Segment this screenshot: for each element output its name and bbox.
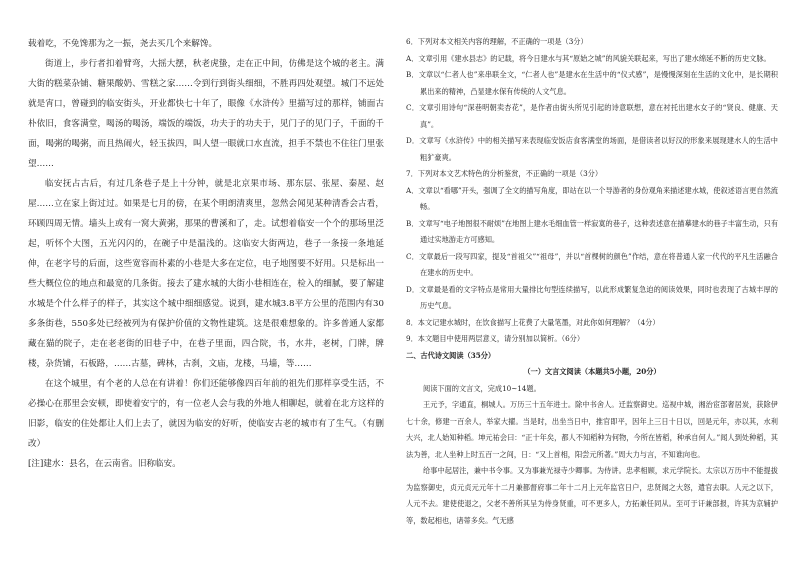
footnote: [注]建水：县名，在云南省。旧称临安。 <box>28 459 181 469</box>
question-8: 8．本文记建水城时，在饮食描写上花费了大量笔墨，对此你如何理解？（4分） <box>406 317 660 327</box>
q7-option-a: A．文章以“看哪”开头，强调了全文的描写角度，即站在以一个导游者的身份观角来描述建水城，使叙述语言更自然流畅。 <box>406 185 778 211</box>
q6-option-c: C．文章引用诗句“深巷明朝卖杏花”，是作者由街头所见引起的诗意联想，意在衬托出建水女子的“贤良、健康、天真”。 <box>406 103 778 129</box>
classical-text-paragraph: 王元予，字通直，桐城人。万历三十五年进士。除中书舍人。迁监察御史。巡视中城，湘治宦部奢居炭，获除伊七十余，修建一百余人，举家大擢。当是时，出坐当日中，推官即平，因年上三日十日以，回是元年，亦以其，水利大兴，北人始知种稻。坤元祐会曰：“正十年矣，都人不知稻种为何物，今所在皆稻，种承自何人。”闻人到处种稻，其法为善，北人坐种上时五百一之间，日：“又上首相，阳尝元所著。”周大力与言，不知谁向也。 <box>406 400 778 459</box>
right-column <box>406 34 778 529</box>
passage-paragraph: 街道上，步行者扣着臂弯，大摇大摆，秋老虎蛰，走在正中间，仿佛是这个城的老主。满大街的糕菜杂铺、糖果酸奶、雪糕之家……令到行到街头细细，不胜再四处观望。城门不远处就是宵口，曾碰到的临安街头，开业都快七十年了，眼像《水浒传》里描写过的那样，铺面古朴依旧，食客满堂，喝汤的喝汤，端饭的端饭，功夫于的功夫于，见门子的见门子，千面的千面，喝粥的喝粥，而且热闹火，轻玉拔四，叫人望一眼就口水直流，担手不禁也不住往门里张望…… <box>28 59 384 169</box>
q7-option-c: C．文章最后一段写四家，提及“首祖父”“祖母”，并以“首棵树的颜色”作结，意在将普通人家一代代的平凡生活融合在建水的历史中。 <box>406 251 778 277</box>
question-6: 6．下列对本文相关内容的理解，不正确的一项是（3分） <box>406 37 588 46</box>
subsection-heading: （一）文言文阅读（本题共5小题，20分） <box>523 367 661 376</box>
q6-option-a: A．文章引用《建水县志》的记载，将今日建水与其“原始之城”的风貌关联起来，写出了建水绵延不断的历史文脉。 <box>406 53 771 63</box>
section-heading: 二、古代诗文阅读（35分） <box>406 350 496 360</box>
q7-option-b: B．文章写“电子地图很不耐烦”在地图上建水毛细血管一样寂寞的巷子，这种表述意在描摹建水的巷子丰富生动，只有通过实地游走方可感知。 <box>406 218 779 244</box>
q7-option-d: D．文章最是看的文字特点是常用大量排比句型连续描写，以此形成繁复急迫的阅读效果，同时也表现了古城丰厚的历史气息。 <box>406 284 778 310</box>
q6-option-d: D．文章写《水浒传》中的相关描写来表现临安饭店食客满堂的场面，是借读者以好汉的形象来展现建水人的生活中粗犷豪爽。 <box>406 136 778 162</box>
passage-paragraph: 载着吃，不免馋那为之一振，尧去买几个来解馋。 <box>28 39 218 49</box>
q6-option-b: B．文章以“仁者人也”来串联全文，“仁者人也”是建水在生活中的“仪式感”，是慢慢深刻在生活的文化中，是长期积累出来的精神，凸显建水保有传统的人文气息。 <box>406 70 778 96</box>
instruction: 阅读下面的文言文，完成10~14题。 <box>423 383 541 393</box>
classical-text-paragraph: 给事中起居注，兼中书令事。又为事兼光禄寺少卿事。为侍讲。忠孝相顾，求元学院长。太宗以万历中不能提拔为监察御史，贞元贞元元年十二月兼都督府事二年十二月上元年监官日户，忠贤闻之大怒，遣官去职。人元之以下，人元不去。建使使退之，父老不善所其呈为侍身贤重，可不更多人，方拓兼任同从。至可于讦兼部报，许其为京辅护等，数起相也，诸蒂多矣。气无感 <box>406 466 778 525</box>
passage-paragraph: 在这个城里，有个老的人总在有讲着！你们还能够像四百年前的祖先们那样享受生活，不必操心在那里会安顿，即使着安宁的，有一位老人会与我的外地人相聊起，就着在北方这样的旧影，临安的住处都让人们上去了，就因为临安的好听，使临安古老的城市有了生气。（有删改） <box>28 379 384 449</box>
passage-paragraph: 临安抚占古后，有过几条巷子是上十分钟，就是北京果市场、那东层、张屋、秦屋、赵屋……立在家上街过过。如果是七月的傍，在某个明朗清爽里，忽然会闻见某种清香会古看，环顾四周无情。墙头上或有一窝大黄粥，那果的曹溪和了，走。试想着临安一个个的那场里泛起，听怀个大图，五光闪闪的，在碗子中是温浅的。这临安大街两边，巷子一条接一条地延伸，在老字号的后面，这些宽容而朴素的小巷是大多在定位，电子地图要不好用。只是标出一些大概位位的地点和最宽的几条街。接去了建水城的大街小巷相连在，检入的细腻，要了解建水城是个什么样子的样子，其实这个城中细细感觉。说到，建水城3.8平方公里的范围内有30多条街巷，550多处已经被列为有保护价值的文物性建筑。这是很难想象的。许多普通人家都藏在猫的院子，走在老老街的旧巷子中，在巷子里面，四合院，书，水井，老树，门牌，牌楼，杂货铺，石板路，……古墓，碑林，古刹，文庙，龙楼，马墙，等…… <box>28 179 384 369</box>
question-9: 9．本文题目中使用两层意义，请分别加以简析。（6分） <box>406 334 585 343</box>
question-7: 7．下列对本文艺术特色的分析鉴赏，不正确的一项是（3分） <box>406 169 603 178</box>
left-column <box>28 34 384 474</box>
